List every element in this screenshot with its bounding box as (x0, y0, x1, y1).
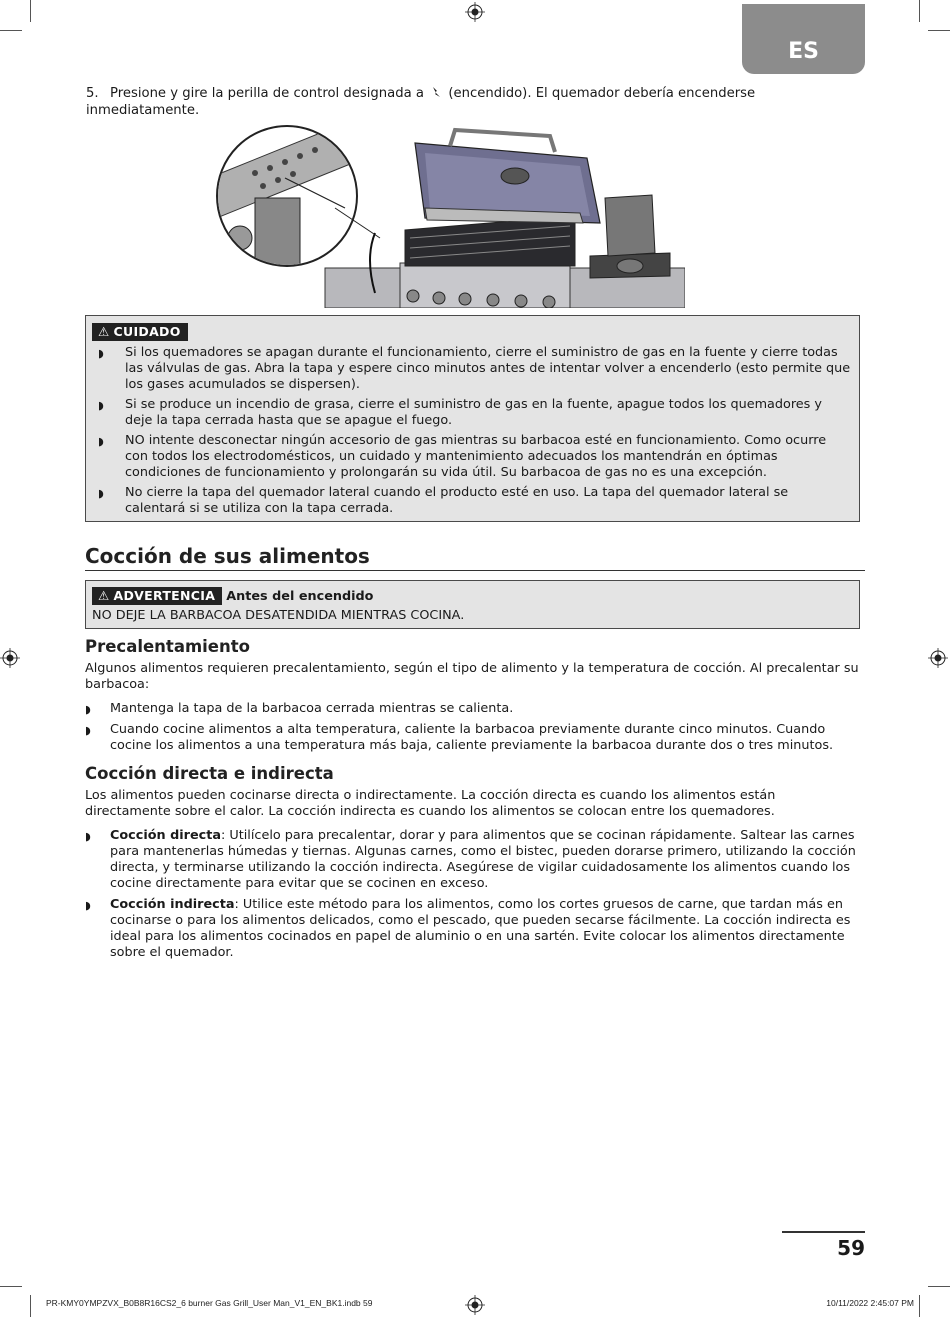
page-number: 59 (837, 1236, 865, 1260)
warning-text: NO DEJE LA BARBACOA DESATENDIDA MIENTRAS COCINA. (92, 608, 465, 623)
preheat-intro: Algunos alimentos requieren precalentamiento, según el tipo de alimento y la temperatura de cocción. Al precalentar su barbacoa: (85, 661, 859, 692)
step-text-before: Presione y gire la perilla de control designada a (110, 86, 424, 101)
list-item: ◗ Cocción indirecta: Utilice este método para los alimentos, como los cortes gruesos de carne, que tardan más en cocinarse o para los alimentos delicados, como el pescado, que pueden secarse fácilmente. La cocción indirecta es ideal para los alimentos cocinados en papel de aluminio o en una sartén. Evite colocar los alimentos directamente sobre el quemador. (85, 897, 851, 960)
registration-mark-icon (465, 1295, 485, 1315)
bullet-arrow-icon: ◗ (98, 399, 104, 412)
step-text-after: (encendido). El quemador debería encenderse inmediatamente. (86, 86, 756, 118)
caution-box (85, 315, 860, 522)
term-direct: Cocción directa (110, 828, 221, 843)
warning-badge: ⚠ ADVERTENCIA (92, 587, 222, 605)
crop-mark (919, 1295, 920, 1317)
bullet-arrow-icon: ◗ (98, 347, 104, 360)
warning-heading: Antes del encendido (226, 589, 374, 604)
list-item: ◗ Cocción directa: Utilícelo para precalentar, dorar y para alimentos que se cocinan rápidamente. Saltear las carnes para mantenerlas húmedas y tiernas. Algunas carnes, como el bistec, pueden dorarse primero, utilizando la cocción directa, y terminarse utilizando la cocción indirecta. Asegúrese de vigilar cuidadosamente los alimentos cuando los cocine directamente para evitar que se cocinen en exceso. (85, 828, 856, 891)
footer-date: 10/11/2022 2:45:07 PM (826, 1298, 914, 1308)
spark-icon (430, 86, 442, 98)
registration-mark-icon (465, 2, 485, 22)
list-item: ◗ Cuando cocine alimentos a alta temperatura, caliente la barbacoa previamente durante cinco minutos. Cuando cocine los alimentos a una temperatura más baja, caliente previamente la barbacoa durante dos o tres minutos. (85, 722, 834, 753)
bullet-arrow-icon: ◗ (98, 435, 104, 448)
crop-mark (30, 0, 31, 22)
crop-mark (30, 1295, 31, 1317)
bullet-arrow-icon: ◗ (85, 830, 91, 843)
cooking-title: Cocción directa e indirecta (85, 764, 334, 783)
list-item: ◗ Si se produce un incendio de grasa, cierre el suministro de gas en la fuente, apague todos los quemadores y deje la tapa cerrada hasta que se apague el fuego. (98, 397, 822, 428)
language-tab (742, 4, 865, 74)
step-5 (86, 85, 866, 119)
caution-badge: ⚠ CUIDADO (92, 323, 188, 341)
crop-mark (928, 1286, 950, 1287)
bullet-arrow-icon: ◗ (85, 703, 91, 716)
crop-mark (928, 30, 950, 31)
crop-mark (0, 1286, 22, 1287)
list-item: ◗ Si los quemadores se apagan durante el funcionamiento, cierre el suministro de gas en la fuente y cierre todas las válvulas de gas. Abra la tapa y espere cinco minutos antes de intentar volver a encenderlo (esto permite que los gases acumulados se dispersen). (98, 345, 851, 392)
registration-mark-icon (0, 648, 20, 668)
crop-mark (919, 0, 920, 22)
step-number: 5. (86, 86, 99, 101)
language-tab-label: ES (788, 39, 819, 64)
page-number-rule (782, 1231, 865, 1233)
cooking-intro: Los alimentos pueden cocinarse directa o indirectamente. La cocción directa es cuando los alimentos están directamente sobre el calor. La cocción indirecta es cuando los alimentos se colocan entre los quemadores. (85, 788, 776, 819)
bullet-arrow-icon: ◗ (85, 724, 91, 737)
warning-triangle-icon: ⚠ (98, 588, 110, 603)
footer-file: PR-KMY0YMPZVX_B0B8R16CS2_6 burner Gas Grill_User Man_V1_EN_BK1.indb 59 (46, 1298, 373, 1308)
grill-ignition-illustration (215, 118, 685, 308)
bullet-arrow-icon: ◗ (85, 899, 91, 912)
list-item: ◗ Mantenga la tapa de la barbacoa cerrada mientras se calienta. (85, 701, 514, 716)
term-indirect: Cocción indirecta (110, 897, 235, 912)
warning-box (85, 580, 860, 629)
list-item: ◗ NO intente desconectar ningún accesorio de gas mientras su barbacoa esté en funcionamiento. Como ocurre con todos los electrodomésticos, un cuidado y mantenimiento adecuados los mantendrán en óptimas condiciones de funcionamiento y prolongarán su vida útil. Su barbacoa de gas no es una excepción. (98, 433, 827, 480)
bullet-arrow-icon: ◗ (98, 487, 104, 500)
section-title: Cocción de sus alimentos (85, 544, 865, 571)
crop-mark (0, 30, 22, 31)
warning-triangle-icon: ⚠ (98, 324, 110, 339)
preheat-title: Precalentamiento (85, 637, 250, 656)
registration-mark-icon (928, 648, 948, 668)
list-item: ◗ No cierre la tapa del quemador lateral cuando el producto esté en uso. La tapa del quemador lateral se calentará si se utiliza con la tapa cerrada. (98, 485, 789, 516)
